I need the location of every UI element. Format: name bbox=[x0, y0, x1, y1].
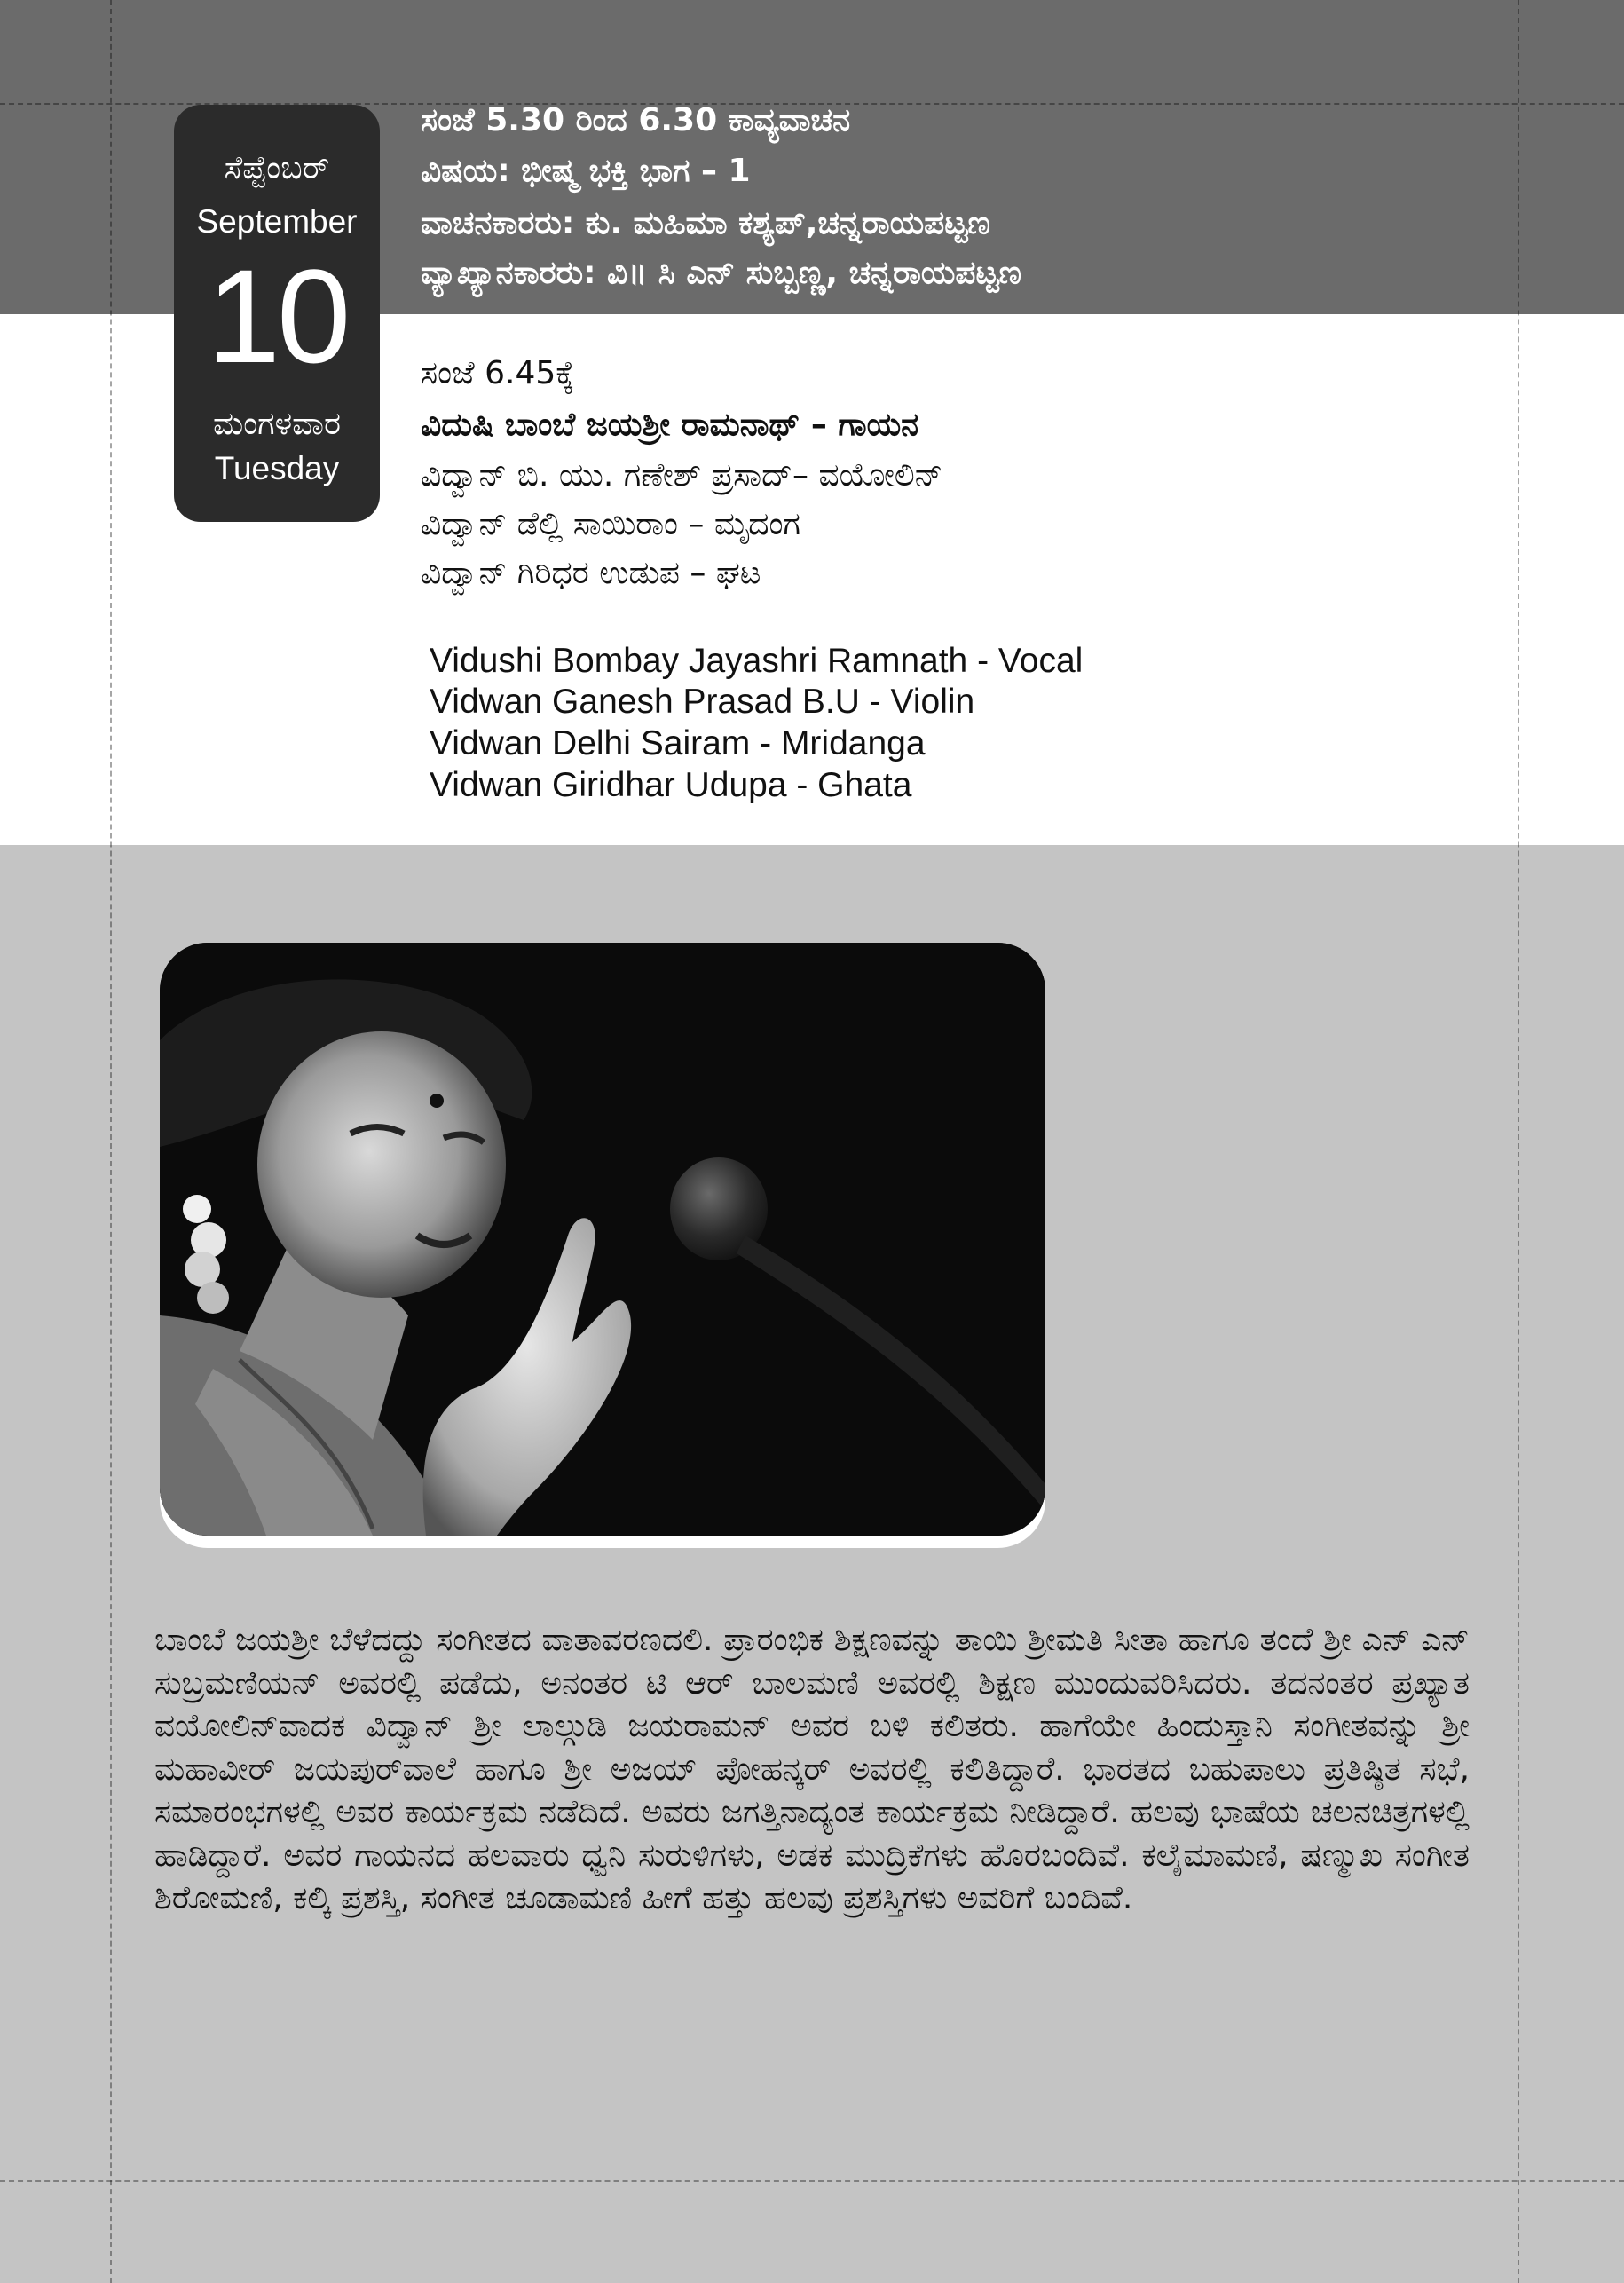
guide-line-right bbox=[1518, 0, 1519, 2283]
singer-with-microphone-image bbox=[160, 943, 1045, 1536]
reading-commentator: ವ್ಯಾಖ್ಯಾನಕಾರರು: ವಿ॥ ಸಿ ಎನ್ ಸುಬ್ಬಣ್ಣ, ಚನ್ನರಾಯಪಟ್ಟಣ bbox=[421, 255, 1022, 291]
artist-biography: ಬಾಂಬೆ ಜಯಶ್ರೀ ಬೆಳೆದದ್ದು ಸಂಗೀತದ ವಾತಾವರಣದಲಿ. ಪ್ರಾರಂಭಿಕ ಶಿಕ್ಷಣವನ್ನು ತಾಯಿ ಶ್ರೀಮತಿ ಸೀತಾ ಹಾಗೂ ತಂದೆ ಶ್ರೀ ಎನ್ ಎನ್ ಸುಬ್ರಮಣಿಯನ್ ಅವರಲ್ಲಿ ಪಡೆದು, ಅನಂತರ ಟಿ ಆರ್ ಬಾಲಮಣಿ ಅವರಲ್ಲಿ ಶಿಕ್ಷಣ ಮುಂದುವರಿಸಿದರು. ತದನಂತರ ಪ್ರಖ್ಯಾತ ವಯೋಲಿನ್‌ವಾದಕ ವಿದ್ವಾನ್ ಶ್ರೀ ಲಾಲ್ಗುಡಿ ಜಯರಾಮನ್ ಅವರ ಬಳಿ ಕಲಿತರು. ಹಾಗೆಯೇ ಹಿಂದುಸ್ತಾನಿ ಸಂಗೀತವನ್ನು ಶ್ರೀ ಮಹಾವೀರ್ ಜಯಪುರ್‌ವಾಲೆ ಹಾಗೂ ಶ್ರೀ ಅಜಯ್ ಪೋಹನ್ಕರ್ ಅವರಲ್ಲಿ ಕಲಿತಿದ್ದಾರೆ. ಭಾರತದ ಬಹುಪಾಲು ಪ್ರತಿಷ್ಠಿತ ಸಭೆ, ಸಮಾರಂಭಗಳಲ್ಲಿ ಅವರ ಕಾರ್ಯಕ್ರಮ ನಡೆದಿದೆ. ಅವರು ಜಗತ್ತಿನಾದ್ಯಂತ ಕಾರ್ಯಕ್ರಮ ನೀಡಿದ್ದಾರೆ. ಹಲವು ಭಾಷೆಯ ಚಲನಚಿತ್ರಗಳಲ್ಲಿ ಹಾಡಿದ್ದಾರೆ. ಅವರ ಗಾಯನದ ಹಲವಾರು ಧ್ವನಿ ಸುರುಳಿಗಳು, ಅಡಕ ಮುದ್ರಿಕೆಗಳು ಹೊರಬಂದಿವೆ. ಕಲೈಮಾಮಣಿ, ಷಣ್ಮುಖ ಸಂಗೀತ ಶಿರೋಮಣಿ, ಕಲ್ಕಿ ಪ್ರಶಸ್ತಿ, ಸಂಗೀತ ಚೂಡಾಮಣಿ ಹೀಗೆ ಹತ್ತು ಹಲವು ಪ್ರಶಸ್ತಿಗಳು ಅವರಿಗೆ ಬಂದಿವೆ. bbox=[154, 1622, 1470, 1916]
reading-time: ಸಂಜೆ 5.30 ರಿಂದ 6.30 ಕಾವ್ಯವಾಚನ bbox=[421, 102, 851, 138]
concert-lead-artist: ವಿದುಷಿ ಬಾಂಬೆ ಜಯಶ್ರೀ ರಾಮನಾಥ್ – ಗಾಯನ bbox=[421, 407, 919, 443]
english-mridanga: Vidwan Delhi Sairam - Mridanga bbox=[430, 724, 926, 762]
date-badge bbox=[174, 105, 380, 522]
weekday-kannada: ಮಂಗಳವಾರ bbox=[212, 406, 342, 442]
month-kannada: ಸೆಪ್ಟೆಂಬರ್ bbox=[224, 150, 330, 186]
weekday-english: Tuesday bbox=[214, 450, 340, 486]
month-english: September bbox=[196, 203, 358, 240]
guide-line-bottom bbox=[0, 2180, 1624, 2182]
reading-reciter: ವಾಚನಕಾರರು: ಕು. ಮಹಿಮಾ ಕಶ್ಯಪ್,ಚನ್ನರಾಯಪಟ್ಟಣ bbox=[421, 205, 990, 241]
concert-time: ಸಂಜೆ 6.45ಕ್ಕೆ bbox=[421, 355, 575, 391]
guide-line-left bbox=[110, 0, 112, 2283]
english-violin: Vidwan Ganesh Prasad B.U - Violin bbox=[430, 683, 975, 721]
accompanist-mridanga: ವಿದ್ವಾನ್ ಡೆಲ್ಲಿ ಸಾಯಿರಾಂ – ಮೃದಂಗ bbox=[421, 506, 800, 542]
accompanist-violin: ವಿದ್ವಾನ್ ಬಿ. ಯು. ಗಣೇಶ್ ಪ್ರಸಾದ್– ವಯೋಲಿನ್ bbox=[421, 457, 943, 494]
english-ghata: Vidwan Giridhar Udupa - Ghata bbox=[430, 766, 912, 804]
english-lead-artist: Vidushi Bombay Jayashri Ramnath - Vocal bbox=[430, 642, 1084, 680]
accompanist-ghata: ವಿದ್ವಾನ್ ಗಿರಿಧರ ಉಡುಪ – ಘಟ bbox=[421, 555, 761, 591]
artist-photo bbox=[160, 943, 1045, 1536]
day-number: 10 bbox=[206, 241, 348, 391]
reading-topic: ವಿಷಯ: ಭೀಷ್ಮ ಭಕ್ತಿ ಭಾಗ – 1 bbox=[421, 153, 751, 189]
